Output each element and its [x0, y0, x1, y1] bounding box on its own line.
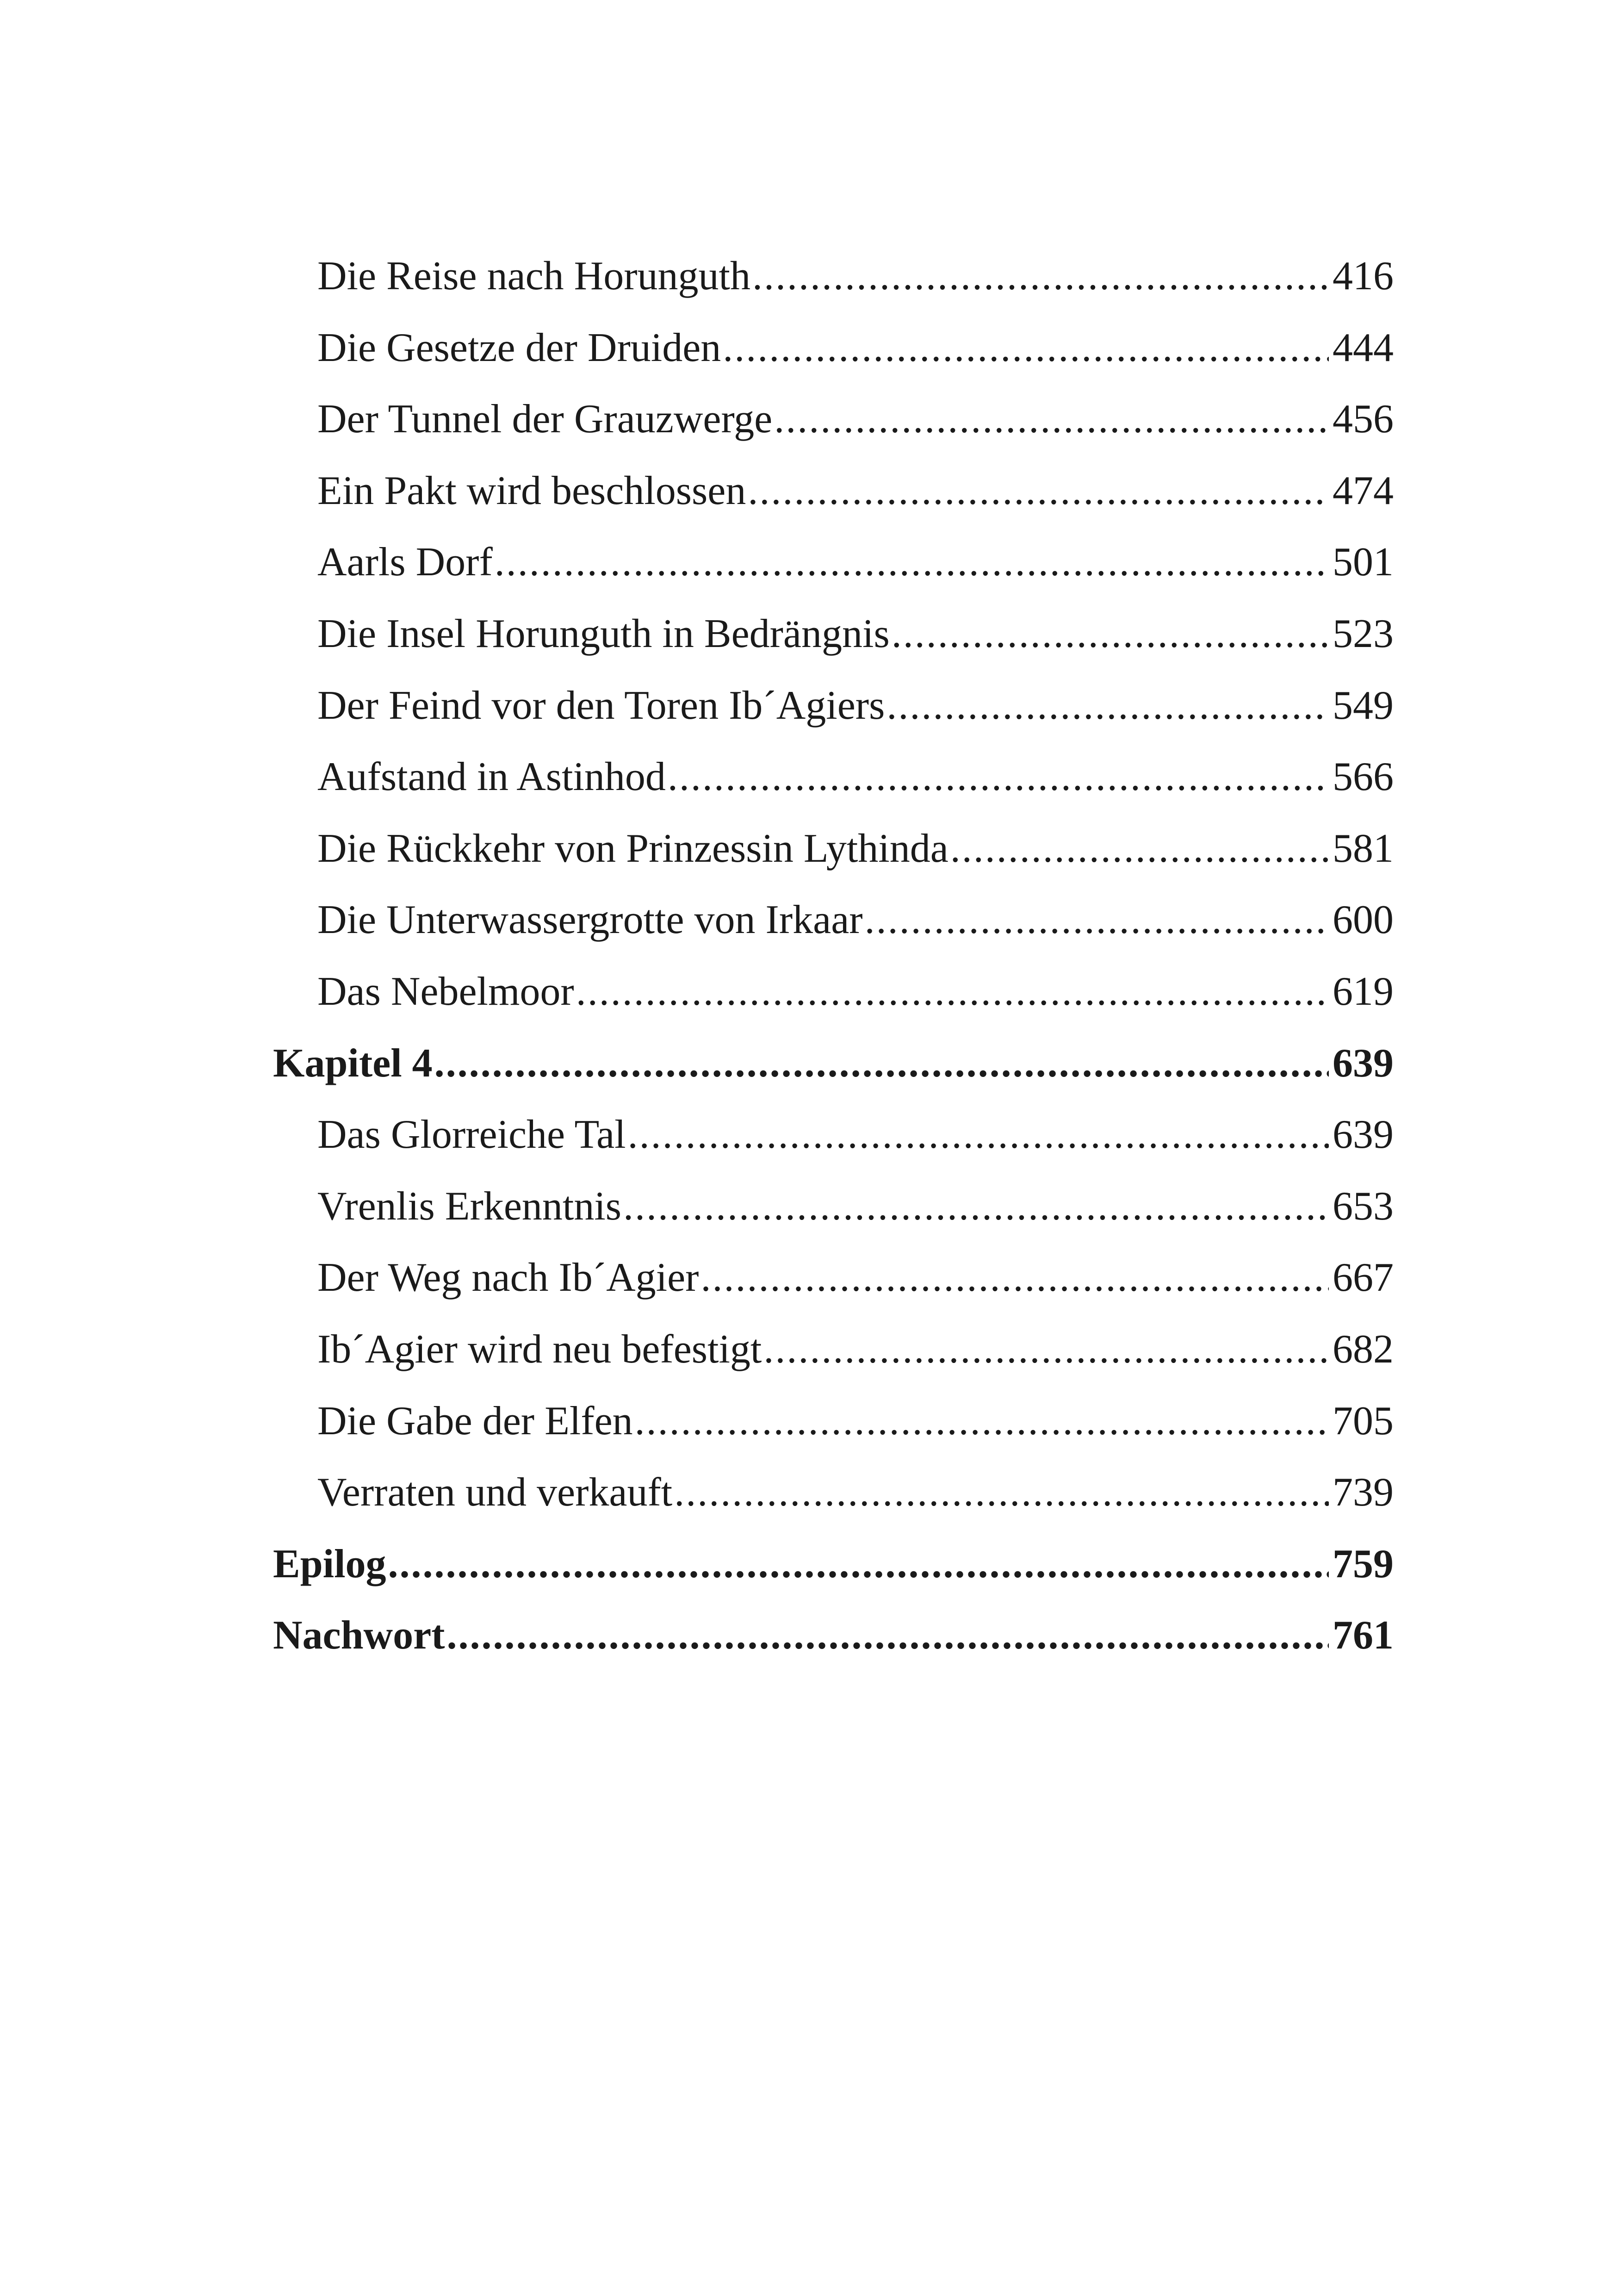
toc-entry[interactable]	[273, 1457, 1394, 1529]
toc-entry-page: 682	[1333, 1326, 1394, 1372]
dot-leader	[886, 670, 1329, 742]
table-of-contents	[273, 241, 1394, 1672]
toc-entry-page: 566	[1333, 754, 1394, 800]
dot-leader	[950, 813, 1329, 885]
toc-entry-title: Der Weg nach Ib´Agier	[317, 1255, 699, 1300]
toc-entry-title: Das Nebelmoor	[317, 969, 574, 1014]
toc-entry-page: 456	[1333, 397, 1394, 442]
toc-entry-title: Die Insel Horunguth in Bedrängnis	[317, 611, 890, 656]
dot-leader	[628, 1099, 1329, 1171]
toc-entry-title: Kapitel 4	[273, 1040, 433, 1086]
toc-entry[interactable]	[273, 1171, 1394, 1243]
dot-leader	[434, 1028, 1329, 1100]
toc-entry-title: Die Unterwassergrotte von Irkaar	[317, 897, 863, 943]
toc-entry-page: 523	[1333, 611, 1394, 656]
dot-leader	[774, 384, 1329, 455]
dot-leader	[763, 1314, 1329, 1386]
dot-leader	[674, 1457, 1329, 1529]
toc-entry[interactable]	[273, 670, 1394, 742]
toc-entry-title: Ein Pakt wird beschlossen	[317, 468, 746, 513]
toc-entry-title: Die Gesetze der Druiden	[317, 325, 721, 370]
toc-entry-page: 761	[1333, 1613, 1394, 1658]
toc-entry-page: 667	[1333, 1255, 1394, 1300]
toc-entry[interactable]	[273, 813, 1394, 885]
toc-entry-title: Verraten und verkauft	[317, 1470, 673, 1515]
toc-entry[interactable]	[273, 956, 1394, 1028]
toc-entry-page: 619	[1333, 969, 1394, 1014]
toc-entry[interactable]	[273, 527, 1394, 598]
toc-chapter-entry[interactable]	[273, 1028, 1394, 1100]
toc-entry-page: 474	[1333, 468, 1394, 513]
toc-entry-page: 639	[1333, 1112, 1394, 1157]
toc-entry-title: Der Feind vor den Toren Ib´Agiers	[317, 683, 885, 728]
dot-leader	[446, 1600, 1329, 1672]
dot-leader	[668, 741, 1329, 813]
toc-entry-page: 549	[1333, 683, 1394, 728]
toc-entry-title: Das Glorreiche Tal	[317, 1112, 626, 1157]
toc-entry-title: Aarls Dorf	[317, 540, 493, 585]
toc-entry[interactable]	[273, 312, 1394, 384]
toc-entry[interactable]	[273, 741, 1394, 813]
toc-entry[interactable]	[273, 455, 1394, 527]
toc-entry-title: Nachwort	[273, 1613, 445, 1658]
dot-leader	[623, 1171, 1329, 1243]
toc-entry-page: 600	[1333, 897, 1394, 943]
dot-leader	[748, 455, 1329, 527]
toc-entry-title: Epilog	[273, 1541, 386, 1587]
toc-entry-page: 653	[1333, 1183, 1394, 1229]
toc-entry[interactable]	[273, 1314, 1394, 1386]
toc-entry-page: 705	[1333, 1398, 1394, 1444]
dot-leader	[701, 1242, 1329, 1314]
toc-entry-page: 739	[1333, 1470, 1394, 1515]
toc-entry-title: Aufstand in Astinhod	[317, 754, 666, 800]
toc-entry-title: Die Rückkehr von Prinzessin Lythinda	[317, 826, 948, 871]
toc-entry-page: 444	[1333, 325, 1394, 370]
dot-leader	[865, 884, 1329, 956]
toc-entry[interactable]	[273, 1242, 1394, 1314]
toc-chapter-entry[interactable]	[273, 1529, 1394, 1600]
toc-entry-title: Vrenlis Erkenntnis	[317, 1183, 622, 1229]
toc-entry[interactable]	[273, 241, 1394, 312]
toc-entry-title: Der Tunnel der Grauzwerge	[317, 397, 773, 442]
dot-leader	[388, 1529, 1329, 1600]
dot-leader	[752, 241, 1329, 312]
toc-entry[interactable]	[273, 1099, 1394, 1171]
toc-entry-title: Die Gabe der Elfen	[317, 1398, 633, 1444]
toc-entry-page: 416	[1333, 254, 1394, 299]
toc-entry-title: Ib´Agier wird neu befestigt	[317, 1326, 762, 1372]
toc-entry-page: 501	[1333, 540, 1394, 585]
dot-leader	[635, 1386, 1329, 1457]
toc-entry[interactable]	[273, 384, 1394, 455]
dot-leader	[576, 956, 1329, 1028]
toc-entry[interactable]	[273, 598, 1394, 670]
toc-entry-title: Die Reise nach Horunguth	[317, 254, 750, 299]
toc-entry[interactable]	[273, 884, 1394, 956]
toc-entry-page: 759	[1333, 1541, 1394, 1587]
dot-leader	[495, 527, 1329, 598]
dot-leader	[892, 598, 1329, 670]
dot-leader	[723, 312, 1329, 384]
toc-entry-page: 639	[1333, 1040, 1394, 1086]
toc-chapter-entry[interactable]	[273, 1600, 1394, 1672]
toc-entry-page: 581	[1333, 826, 1394, 871]
toc-entry[interactable]	[273, 1386, 1394, 1457]
